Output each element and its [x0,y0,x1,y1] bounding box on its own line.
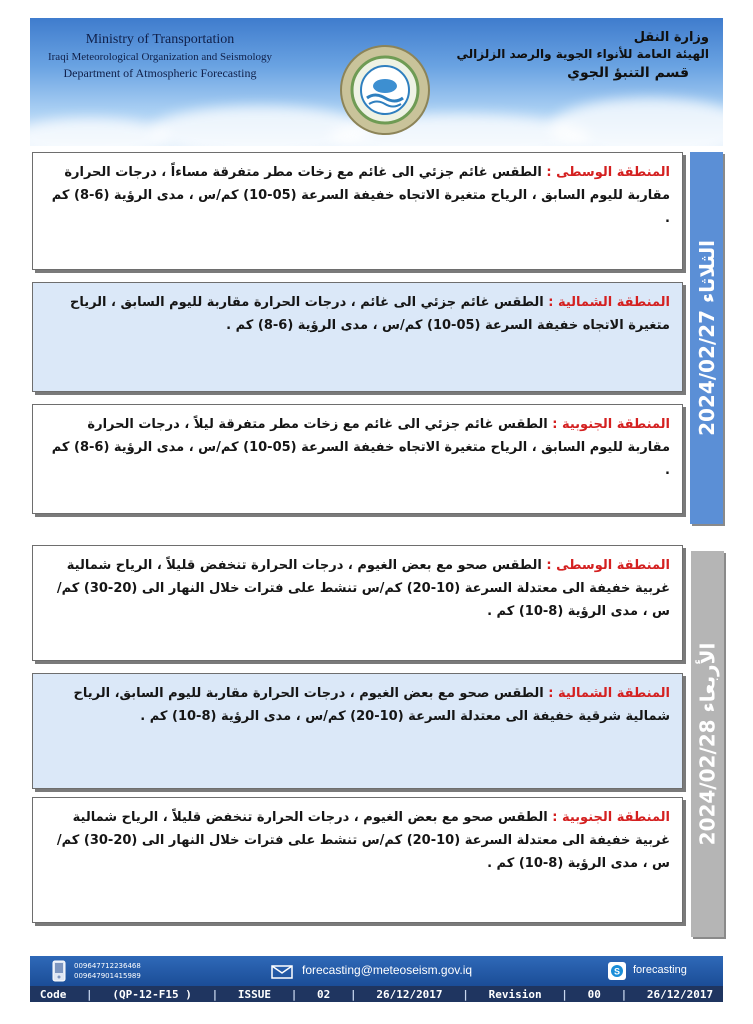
forecast-text: الطقس غائم جزئي الى غائم مع زخات مطر متفرقة مساءاً ، درجات الحرارة مقاربة لليوم السابق ، الرياح متغيرة الاتجاه خفيفة السرعة (05-10) كم/س ، مدى الرؤية (6-8) كم . [51,165,670,226]
date-label: الأربعاء 2024/02/28 [695,642,720,846]
forecast-box-day1-central [32,152,683,270]
region-name: المنطقة الوسطى : [546,165,670,180]
revision-date: 26/12/2017 [646,987,714,1001]
department-name-ar: قسم التنبؤ الجوي [567,65,689,81]
header-banner [30,18,723,146]
forecast-text: الطقس صحو مع بعض الغيوم ، درجات الحرارة مقاربة لليوم السابق، الرياح شمالية شرقية خفيفة الى معتدلة السرعة (10-20) كم/س ، مدى الرؤية (8-10) كم . [73,686,670,724]
region-name: المنطقة الجنوبية : [552,417,670,432]
forecast-box-day2-south [32,797,683,923]
department-name-en: Department of Atmospheric Forecasting [63,66,257,80]
date-label: الثلاثاء 2024/02/27 [694,240,719,436]
date-bar-day2 [691,551,724,937]
code-value: (QP-12-F15 ) [112,987,192,1001]
svg-text:S: S [613,966,621,977]
forecast-box-day2-central [32,545,683,661]
region-name: المنطقة الوسطى : [546,558,670,573]
revision-number: 00 [587,987,601,1001]
forecast-text: الطقس صحو مع بعض الغيوم ، درجات الحرارة تنخفض قليلاً ، الرياح شمالية غربية خفيفة الى معتدلة السرعة (10-20) كم/س تنشط على فترات خلال النهار الى (20-30) كم/س ، مدى الرؤية (8-10) كم . [56,810,670,871]
region-name: المنطقة الشمالية : [548,686,670,701]
footer-contact-bar [30,956,723,986]
phone-numbers [74,961,141,981]
skype-handle: forecasting [633,964,687,976]
phone-icon [52,960,66,982]
forecast-text: الطقس غائم جزئي الى غائم مع زخات مطر متفرقة ليلاً ، درجات الحرارة مقاربة لليوم السابق ، الرياح متغيرة الاتجاه خفيفة السرعة (05-10) كم/س ، مدى الرؤية (6-8) كم . [51,417,670,478]
mail-icon [271,965,293,979]
forecast-box-day2-north [32,673,683,789]
revision-label: Revision [488,987,542,1001]
forecast-text: الطقس غائم جزئي الى غائم ، درجات الحرارة مقاربة لليوم السابق ، الرياح متغيرة الاتجاه خفيفة السرعة (05-10) كم/س ، مدى الرؤية (6-8) كم . [69,295,670,333]
header-arabic [457,30,709,81]
forecast-box-day1-north [32,282,683,392]
region-name: المنطقة الشمالية : [548,295,670,310]
header-english [30,32,290,81]
code-label: Code [39,987,67,1001]
date-bar-day1 [690,152,723,524]
skype-icon [607,961,627,981]
organization-seal-icon [339,44,431,136]
email-link[interactable]: forecasting@meteoseism.gov.iq [302,963,473,977]
organization-name-en: Iraqi Meteorological Organization and Seismology [47,51,273,63]
ministry-name-ar: وزارة النقل [633,30,709,45]
phone-number-2: 009647901415989 [74,972,141,980]
issue-number: 02 [317,987,331,1001]
issue-label: ISSUE [237,987,272,1001]
issue-date: 26/12/2017 [376,987,443,1001]
region-name: المنطقة الجنوبية : [552,810,670,825]
ministry-name-en: Ministry of Transportation [85,32,235,47]
footer-document-code-bar: Code | (QP-12-F15 ) | ISSUE | 02 | 26/12/2017 | Revision | 00 | 26/12/2017 [30,986,723,1002]
forecast-box-day1-south [32,404,683,514]
phone-number-1: 009647712236468 [74,962,141,970]
organization-name-ar: الهيئة العامة للأنواء الجوية والرصد الزلزالي [456,47,709,61]
forecast-text: الطقس صحو مع بعض الغيوم ، درجات الحرارة تنخفض قليلاً ، الرياح شمالية غربية خفيفة الى معتدلة السرعة (10-20) كم/س تنشط على فترات خلال النهار الى (20-30) كم/س ، مدى الرؤية (8-10) كم . [56,558,670,619]
